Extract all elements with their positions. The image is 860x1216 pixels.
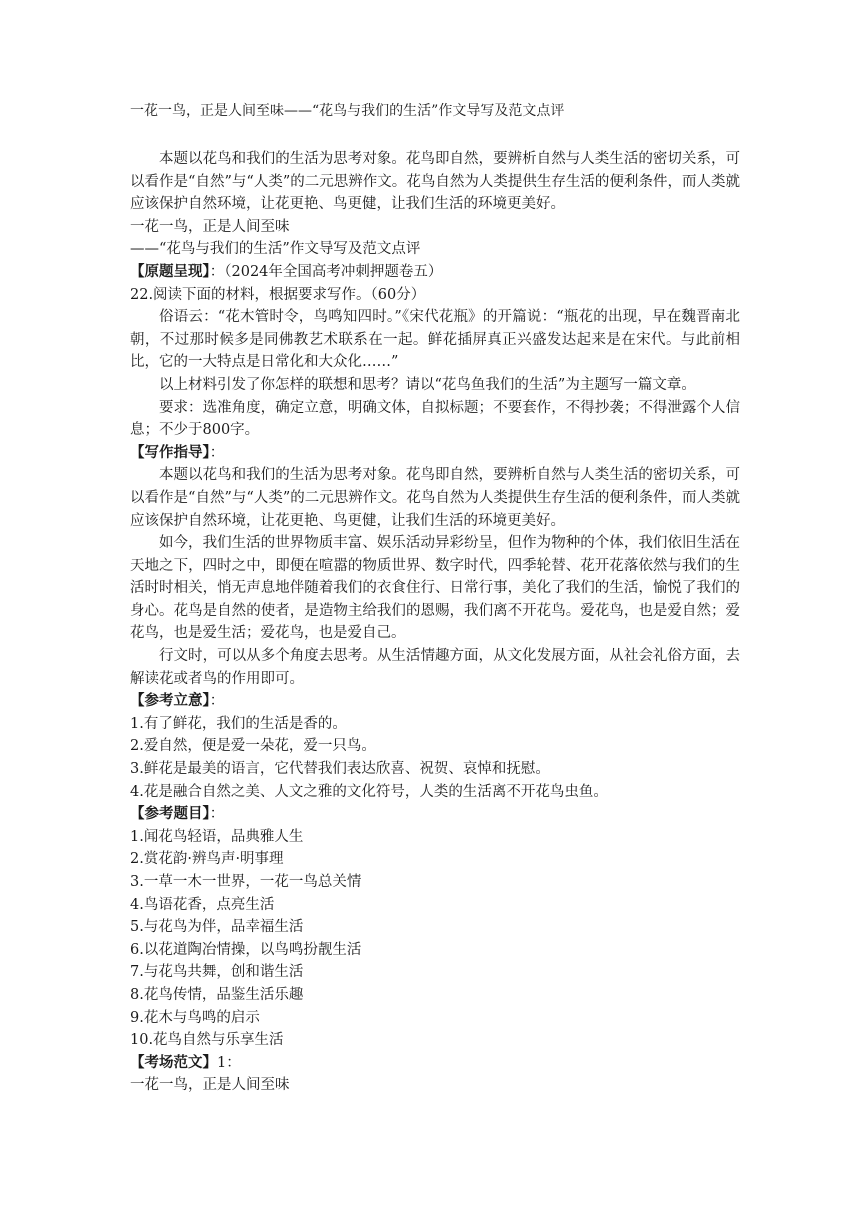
list-item: 1.闻花鸟轻语，品典雅人生	[130, 828, 304, 845]
list-item: 2.赏花韵·辨鸟声·明事理	[130, 851, 284, 868]
guide-heading	[130, 442, 740, 465]
topics-heading	[130, 803, 740, 826]
guide-paragraph-1: 本题以花鸟和我们的生活为思考对象。花鸟即自然，要辨析自然与人类生活的密切关系，可以看作是“自然”与“人类”的二元思辨作文。花鸟自然为人类提供生存生活的便利条件，而人类就应该保护自然环境，让花更艳、鸟更健，让我们生活的环境更美好。	[130, 467, 740, 529]
subtitle-line-1: 一花一鸟，正是人间至味	[130, 218, 290, 235]
sample-title: 一花一鸟，正是人间至味	[130, 1077, 290, 1094]
list-item: 6.以花道陶冶情操，以鸟鸣扮靓生活	[130, 941, 362, 958]
requirements-paragraph: 要求：选准角度，确定立意，明确文体，自拟标题；不要套作，不得抄袭；不得泄露个人信息；不少于800字。	[130, 399, 740, 439]
document-title: 一花一鸟，正是人间至味——“花鸟与我们的生活”作文导写及范文点评	[130, 103, 565, 119]
topics-label: 【参考题目】	[130, 805, 210, 823]
list-item: 2.爱自然，便是爱一朵花，爱一只鸟。	[130, 738, 376, 755]
sample-suffix: 1：	[217, 1054, 241, 1071]
original-source: ：（2024年全国高考冲刺押题卷五）	[209, 263, 443, 280]
ideas-label: 【参考立意】	[130, 692, 210, 710]
prompt-paragraph: 以上材料引发了你怎样的联想和思考？请以“花鸟鱼我们的生活”为主题写一篇文章。	[159, 376, 696, 393]
list-item: 4.鸟语花香，点亮生活	[130, 896, 275, 913]
list-item: 9.花木与鸟鸣的启示	[130, 1009, 260, 1026]
list-item: 3.鲜花是最美的语言，它代替我们表达欣喜、祝贺、哀悼和抚慰。	[130, 761, 550, 778]
list-item: 1.有了鲜花，我们的生活是香的。	[130, 715, 347, 732]
guide-colon: ：	[209, 444, 225, 461]
list-item: 10.花鸟自然与乐享生活	[130, 1032, 284, 1049]
question-line: 22.阅读下面的材料，根据要求写作。（60分）	[130, 286, 426, 303]
list-item: 3.一草一木一世界，一花一鸟总关情	[130, 874, 362, 890]
topics-colon: ：	[209, 806, 225, 823]
ideas-colon: ：	[209, 693, 225, 710]
original-label: 【原题呈现】	[130, 262, 210, 280]
list-item: 5.与花鸟为伴，品幸福生活	[130, 919, 304, 936]
ideas-list	[130, 713, 740, 803]
ideas-heading	[130, 690, 740, 713]
original-heading	[130, 261, 740, 284]
list-item: 8.花鸟传情，品鉴生活乐趣	[130, 986, 304, 1003]
sample-label: 【考场范文】	[130, 1053, 217, 1071]
guide-paragraph-3: 行文时，可以从多个角度去思考。从生活情趣方面，从文化发展方面，从社会礼俗方面，去解读花或者鸟的作用即可。	[130, 648, 740, 687]
list-item: 4.花是融合自然之美、人文之雅的文化符号，人类的生活离不开花鸟虫鱼。	[130, 783, 608, 800]
guide-label: 【写作指导】	[130, 443, 210, 461]
document-page	[130, 100, 740, 1097]
guide-paragraph-2: 如今，我们生活的世界物质丰富、娱乐活动异彩纷呈，但作为物种的个体，我们依旧生活在天地之下，四时之中，即便在喧嚣的物质世界、数字时代，四季轮替、花开花落依然与我们的生活时时相关，悄无声息地伴随着我们的衣食住行、日常行事，美化了我们的生活，愉悦了我们的身心。花鸟是自然的使者，是造物主给我们的恩赐，我们离不开花鸟。爱花鸟，也是爱自然；爱花鸟，也是爱生活；爱花鸟，也是爱自己。	[130, 535, 740, 642]
sample-heading	[130, 1052, 740, 1075]
intro-paragraph: 本题以花鸟和我们的生活为思考对象。花鸟即自然，要辨析自然与人类生活的密切关系，可以看作是“自然”与“人类”的二元思辨作文。花鸟自然为人类提供生存生活的便利条件，而人类就应该保护自然环境，让花更艳、鸟更健，让我们生活的环境更美好。	[130, 151, 740, 213]
subtitle-line-2: ——“花鸟与我们的生活”作文导写及范文点评	[130, 241, 421, 258]
list-item: 7.与花鸟共舞，创和谐生活	[130, 964, 304, 981]
topics-list	[130, 826, 740, 1052]
material-paragraph: 俗语云：“花木管时令，鸟鸣知四时。”《宋代花瓶》的开篇说：“瓶花的出现，早在魏晋南北朝，不过那时候多是同佛教艺术联系在一起。鲜花插屏真正兴盛发达起来是在宋代。与此前相比，它的一大特点是日常化和大众化……”	[130, 309, 740, 371]
